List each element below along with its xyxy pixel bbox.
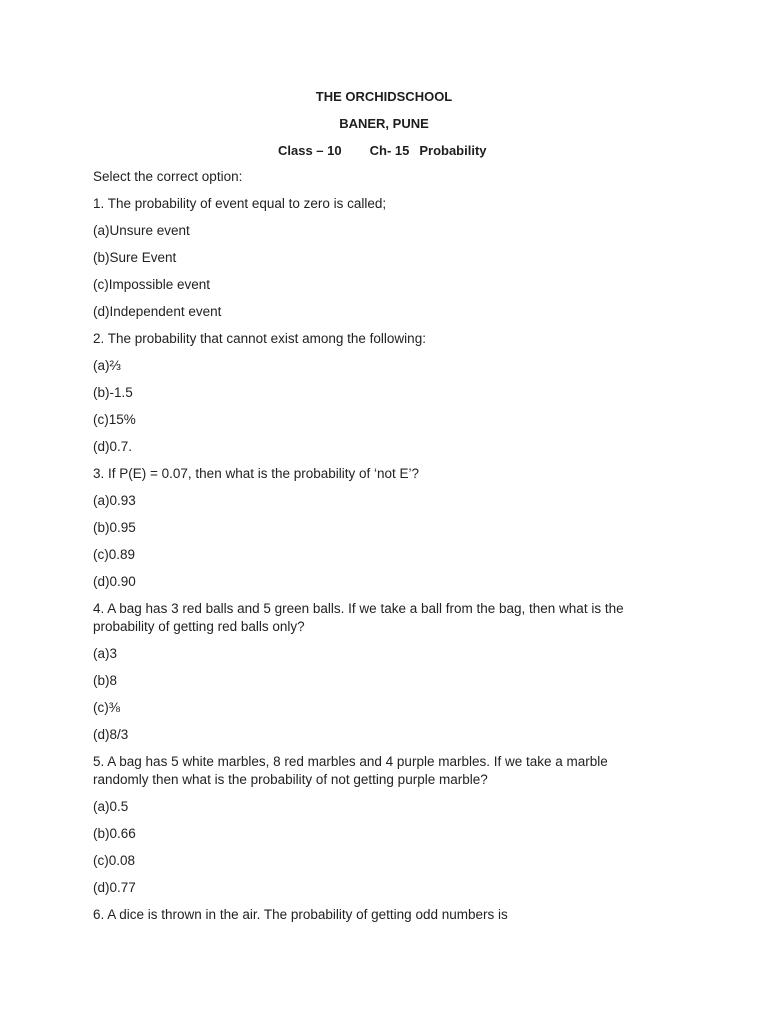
option: (b)0.66: [93, 826, 136, 841]
question-2: [93, 330, 673, 456]
question-text: 6. A dice is thrown in the air. The probability of getting odd numbers is: [93, 907, 508, 922]
class-chapter-line: [278, 143, 487, 158]
option: (d)0.77: [93, 880, 136, 895]
question-6: [93, 906, 673, 924]
option: (c)15%: [93, 412, 136, 427]
option: (b)8: [93, 673, 118, 688]
option: (a)Unsure event: [93, 223, 190, 238]
option: (c)0.08: [93, 853, 136, 868]
option: (a)0.93: [93, 493, 136, 508]
option: (c)⅜: [93, 700, 120, 715]
option: (d)0.90: [93, 574, 136, 589]
school-location: BANER, PUNE: [339, 116, 429, 131]
question-text: 1. The probability of event equal to zero is called;: [93, 196, 387, 211]
question-text: 4. A bag has 3 red balls and 5 green balls. If we take a ball from the bag, then what is the probability of getting red balls only?: [93, 601, 624, 634]
class-label: Class – 10: [278, 143, 342, 158]
option: (d)8/3: [93, 727, 129, 742]
option: (d)Independent event: [93, 304, 222, 319]
question-text: 3. If P(E) = 0.07, then what is the probability of ‘not E’?: [93, 466, 420, 481]
question-text: 2. The probability that cannot exist among the following:: [93, 331, 426, 346]
option: (b)0.95: [93, 520, 136, 535]
option: (c)Impossible event: [93, 277, 211, 292]
question-4: [93, 600, 673, 744]
chapter-label: Ch- 15: [369, 143, 410, 158]
instruction: Select the correct option:: [93, 169, 243, 184]
option: (b)Sure Event: [93, 250, 177, 265]
subject-label: Probability: [419, 143, 487, 158]
question-3: [93, 465, 673, 591]
option: (c)0.89: [93, 547, 136, 562]
question-list: [93, 168, 673, 933]
option: (a)⅔: [93, 358, 121, 373]
school-name: THE ORCHIDSCHOOL: [315, 89, 453, 104]
option: (a)3: [93, 646, 118, 661]
option: (d)0.7.: [93, 439, 133, 454]
question-5: [93, 753, 673, 897]
option: (a)0.5: [93, 799, 129, 814]
question-1: [93, 195, 673, 321]
question-text: 5. A bag has 5 white marbles, 8 red marbles and 4 purple marbles. If we take a marble randomly then what is the probability of not getting purple marble?: [93, 754, 608, 787]
option: (b)-1.5: [93, 385, 133, 400]
